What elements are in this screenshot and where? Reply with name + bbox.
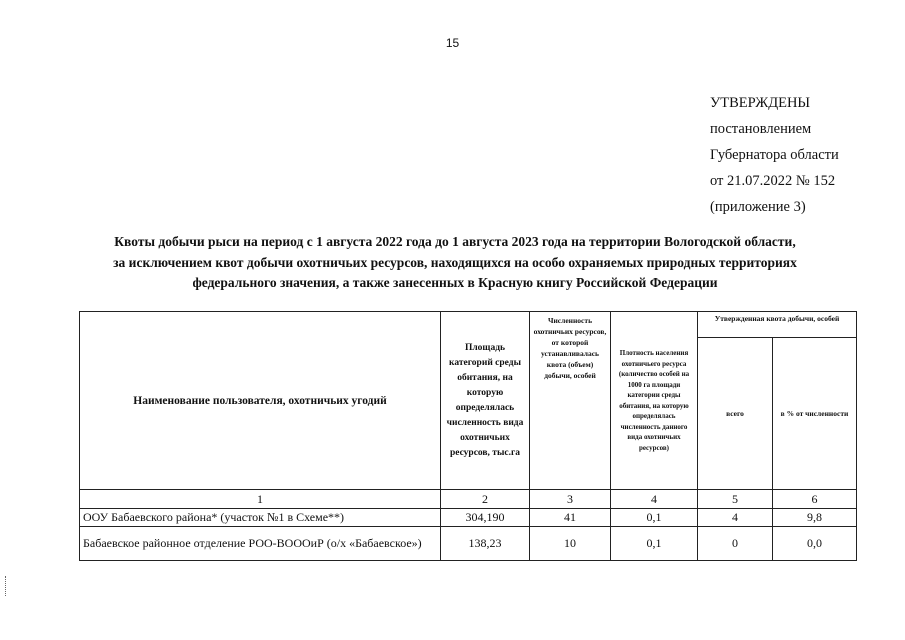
header-quota-total: всего [698, 338, 773, 490]
cell-name: ООУ Бабаевского района* (участок №1 в Схеме**) [80, 509, 441, 527]
cell-population: 41 [530, 509, 611, 527]
column-number: 5 [698, 490, 773, 509]
cell-quota-percent: 9,8 [773, 509, 857, 527]
cell-quota-percent: 0,0 [773, 527, 857, 561]
approval-line: Губернатора области [710, 147, 839, 163]
approval-line: постановлением [710, 121, 812, 137]
header-quota-percent: в % от численности [773, 338, 857, 490]
header-density: Плотность населения охотничьего ресурса (количество особей на 1000 га площади категории среды обитания, на которую определялась численность данного вида охотничьих ресурсов) [611, 312, 698, 490]
table-row [80, 509, 857, 527]
scan-margin-mark [5, 576, 10, 596]
title-line: за исключением квот добычи охотничьих ресурсов, находящихся на особо охраняемых природных территориях [113, 254, 797, 270]
cell-density: 0,1 [611, 527, 698, 561]
approval-line: УТВЕРЖДЕНЫ [710, 95, 811, 111]
header-population: Численность охотничьих ресурсов, от которой устанавливалась квота (объем) добычи, особей [530, 312, 611, 490]
cell-quota-total: 0 [698, 527, 773, 561]
column-number: 4 [611, 490, 698, 509]
column-number: 1 [80, 490, 441, 509]
title-line: федерального значения, а также занесенных в Красную книгу Российской Федерации [192, 275, 718, 290]
title-line: Квоты добычи рыси на период с 1 августа 2022 года до 1 августа 2023 года на территории Вологодской области, [114, 234, 796, 249]
header-area: Площадь категорий среды обитания, на которую определялась численность вида охотничьих ресурсов, тыс.га [441, 312, 530, 490]
column-number: 3 [530, 490, 611, 509]
column-number: 2 [441, 490, 530, 509]
column-number: 6 [773, 490, 857, 509]
cell-name: Бабаевское районное отделение РОО-ВОООиР (о/х «Бабаевское») [80, 527, 441, 561]
table-row [80, 527, 857, 561]
cell-area: 138,23 [441, 527, 530, 561]
header-quota: Утвержденная квота добычи, особей [698, 312, 857, 338]
cell-density: 0,1 [611, 509, 698, 527]
cell-area: 304,190 [441, 509, 530, 527]
approval-line: (приложение 3) [710, 199, 806, 215]
column-numbers-row [80, 490, 857, 509]
quota-table [79, 311, 857, 561]
page-number: 15 [445, 36, 460, 50]
cell-population: 10 [530, 527, 611, 561]
header-name: Наименование пользователя, охотничьих угодий [80, 312, 441, 490]
approval-line: от 21.07.2022 № 152 [710, 173, 836, 189]
cell-quota-total: 4 [698, 509, 773, 527]
approval-block [710, 90, 839, 220]
document-title [60, 232, 850, 294]
